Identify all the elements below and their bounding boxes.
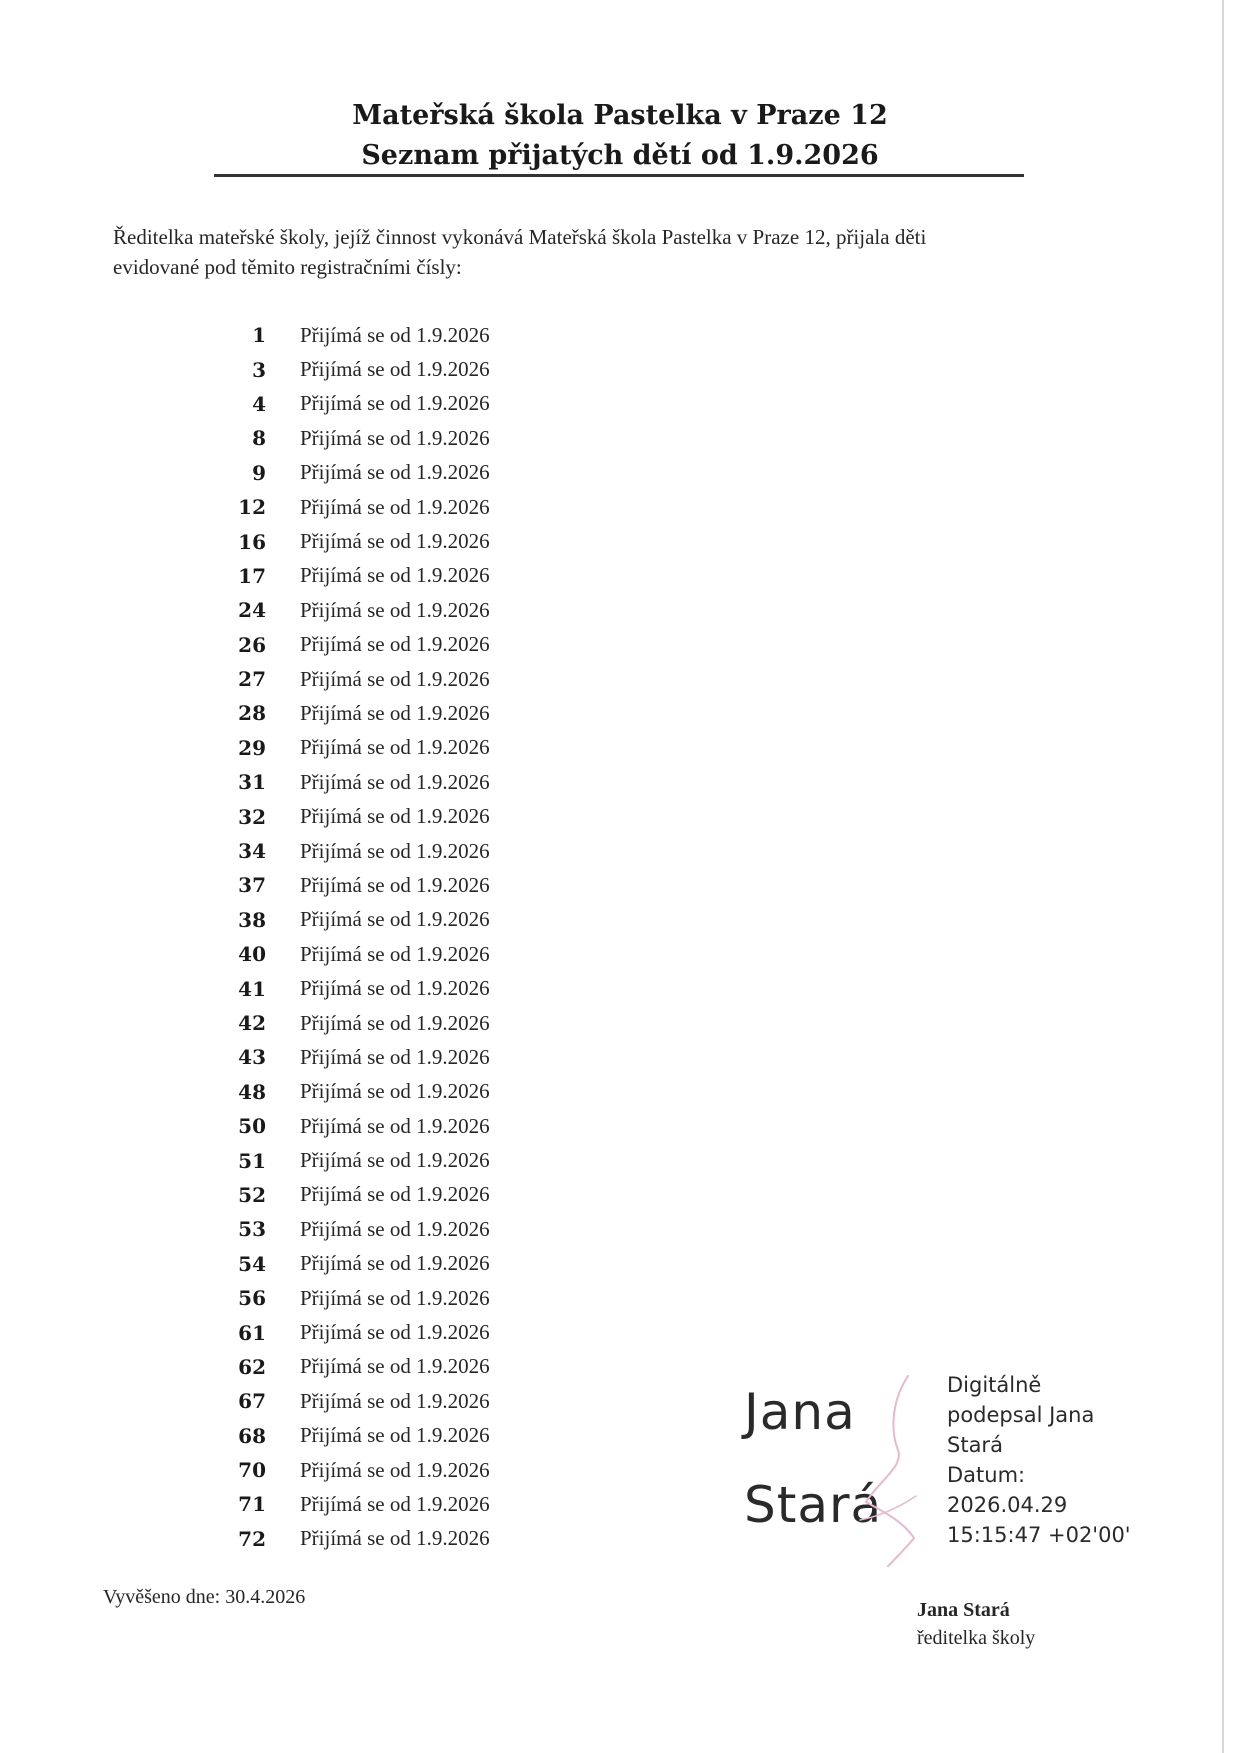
- document-subtitle: Seznam přijatých dětí od 1.9.2026: [361, 140, 879, 171]
- list-item: [214, 593, 614, 627]
- registration-number: 34: [238, 839, 266, 864]
- registration-number: 61: [238, 1320, 266, 1345]
- director-name: Jana Stará: [917, 1599, 1010, 1621]
- admission-status: Přijímá se od 1.9.2026: [300, 1354, 490, 1379]
- list-item: [214, 1384, 614, 1418]
- list-item: [214, 696, 614, 730]
- admission-status: Přijímá se od 1.9.2026: [300, 1113, 490, 1138]
- admitted-list: [214, 318, 614, 1556]
- admission-status: Přijímá se od 1.9.2026: [300, 1320, 490, 1345]
- admission-status: Přijímá se od 1.9.2026: [300, 425, 490, 450]
- director-role: ředitelka školy: [917, 1627, 1036, 1649]
- list-item: [214, 421, 614, 455]
- registration-number: 1: [252, 323, 266, 348]
- registration-number: 4: [252, 391, 266, 416]
- admission-status: Přijímá se od 1.9.2026: [300, 1251, 490, 1276]
- list-item: [214, 1040, 614, 1074]
- admission-status: Přijímá se od 1.9.2026: [300, 1423, 490, 1448]
- registration-number: 40: [238, 942, 266, 967]
- registration-number: 51: [238, 1148, 266, 1173]
- intro-line-2: evidované pod těmito registračními čísly:: [113, 255, 462, 279]
- registration-number: 16: [238, 529, 266, 554]
- list-item: [214, 1212, 614, 1246]
- registration-number: 62: [238, 1354, 266, 1379]
- page-edge-shadow: [1222, 0, 1224, 1753]
- list-item: [214, 1315, 614, 1349]
- admission-status: Přijímá se od 1.9.2026: [300, 804, 490, 829]
- list-item: [214, 765, 614, 799]
- registration-number: 72: [238, 1526, 266, 1551]
- list-item: [214, 352, 614, 386]
- registration-number: 53: [238, 1217, 266, 1242]
- header-divider: [214, 174, 1024, 177]
- admission-status: Přijímá se od 1.9.2026: [300, 597, 490, 622]
- admission-status: Přijímá se od 1.9.2026: [300, 1526, 490, 1551]
- registration-number: 54: [238, 1251, 266, 1276]
- list-item: [214, 524, 614, 558]
- registration-number: 26: [238, 632, 266, 657]
- registration-number: 28: [238, 701, 266, 726]
- signature-detail-line: Digitálně: [947, 1373, 1042, 1397]
- list-item: [214, 490, 614, 524]
- list-item: [214, 1487, 614, 1521]
- intro-paragraph: [113, 222, 1083, 282]
- signature-name-line-1: Jana: [744, 1383, 856, 1441]
- admission-status: Přijímá se od 1.9.2026: [300, 666, 490, 691]
- list-item: [214, 1350, 614, 1384]
- admission-status: Přijímá se od 1.9.2026: [300, 907, 490, 932]
- admission-status: Přijímá se od 1.9.2026: [300, 494, 490, 519]
- admission-status: Přijímá se od 1.9.2026: [300, 735, 490, 760]
- admission-status: Přijímá se od 1.9.2026: [300, 563, 490, 588]
- admission-status: Přijímá se od 1.9.2026: [300, 322, 490, 347]
- director-block: [917, 1596, 1035, 1652]
- document-header: [215, 96, 1025, 176]
- registration-number: 37: [238, 873, 266, 898]
- list-item: [214, 1178, 614, 1212]
- registration-number: 9: [252, 460, 266, 485]
- admission-status: Přijímá se od 1.9.2026: [300, 1079, 490, 1104]
- list-item: [214, 456, 614, 490]
- registration-number: 17: [238, 563, 266, 588]
- admission-status: Přijímá se od 1.9.2026: [300, 460, 490, 485]
- registration-number: 32: [238, 804, 266, 829]
- list-item: [214, 834, 614, 868]
- admission-status: Přijímá se od 1.9.2026: [300, 872, 490, 897]
- list-item: [214, 662, 614, 696]
- list-item: [214, 1522, 614, 1556]
- registration-number: 42: [238, 1011, 266, 1035]
- registration-number: 8: [252, 426, 266, 451]
- list-item: [214, 559, 614, 593]
- admission-status: Přijímá se od 1.9.2026: [300, 941, 490, 966]
- list-item: [214, 799, 614, 833]
- admission-status: Přijímá se od 1.9.2026: [300, 1491, 490, 1516]
- registration-number: 56: [238, 1286, 266, 1311]
- intro-line-1: Ředitelka mateřské školy, jejíž činnost vykonává Mateřská škola Pastelka v Praze 12, přijala děti: [113, 225, 927, 249]
- registration-number: 67: [238, 1389, 266, 1414]
- registration-number: 38: [238, 907, 266, 932]
- list-item: [214, 1075, 614, 1109]
- list-item: [214, 1109, 614, 1143]
- signature-name-line-2: Stará: [744, 1476, 883, 1534]
- signature-detail-line: 15:15:47 +02'00': [947, 1523, 1131, 1547]
- list-item: [214, 937, 614, 971]
- admission-status: Přijímá se od 1.9.2026: [300, 1044, 490, 1069]
- signature-detail-line: podepsal Jana: [947, 1403, 1095, 1427]
- signature-details: [947, 1370, 1131, 1550]
- registration-number: 50: [238, 1114, 266, 1139]
- posted-date: Vyvěšeno dne: 30.4.2026: [103, 1586, 306, 1608]
- admission-status: Přijímá se od 1.9.2026: [300, 1457, 490, 1482]
- registration-number: 68: [238, 1423, 266, 1448]
- admission-status: Přijímá se od 1.9.2026: [300, 391, 490, 416]
- list-item: [214, 903, 614, 937]
- list-item: [214, 628, 614, 662]
- admission-status: Přijímá se od 1.9.2026: [300, 1148, 490, 1173]
- admission-status: Přijímá se od 1.9.2026: [300, 529, 490, 554]
- signature-stroke-icon: [840, 1370, 930, 1570]
- admission-status: Přijímá se od 1.9.2026: [300, 1010, 490, 1035]
- registration-number: 43: [238, 1045, 266, 1070]
- admission-status: Přijímá se od 1.9.2026: [300, 1216, 490, 1241]
- admission-status: Přijímá se od 1.9.2026: [300, 1182, 490, 1207]
- list-item: [214, 1143, 614, 1177]
- list-item: [214, 1247, 614, 1281]
- admission-status: Přijímá se od 1.9.2026: [300, 976, 490, 1001]
- list-item: [214, 387, 614, 421]
- list-item: [214, 1453, 614, 1487]
- signature-detail-line: Stará: [947, 1433, 1003, 1457]
- admission-status: Přijímá se od 1.9.2026: [300, 1388, 490, 1413]
- admission-status: Přijímá se od 1.9.2026: [300, 632, 490, 657]
- registration-number: 27: [238, 667, 266, 692]
- registration-number: 29: [238, 735, 266, 760]
- admission-status: Přijímá se od 1.9.2026: [300, 838, 490, 863]
- signature-detail-line: Datum:: [947, 1463, 1026, 1487]
- list-item: [214, 731, 614, 765]
- list-item: [214, 318, 614, 352]
- list-item: [214, 1006, 614, 1040]
- list-item: [214, 971, 614, 1005]
- list-item: [214, 1281, 614, 1315]
- registration-number: 31: [238, 770, 266, 795]
- registration-number: 3: [252, 357, 266, 382]
- registration-number: 71: [238, 1492, 266, 1517]
- admission-status: Přijímá se od 1.9.2026: [300, 700, 490, 725]
- list-item: [214, 1419, 614, 1453]
- registration-number: 41: [238, 976, 266, 1001]
- registration-number: 24: [238, 598, 266, 623]
- registration-number: 12: [238, 495, 266, 520]
- signature-detail-line: 2026.04.29: [947, 1493, 1068, 1517]
- admission-status: Přijímá se od 1.9.2026: [300, 1285, 490, 1310]
- admission-status: Přijímá se od 1.9.2026: [300, 357, 490, 382]
- registration-number: 48: [238, 1079, 266, 1104]
- admission-status: Přijímá se od 1.9.2026: [300, 769, 490, 794]
- registration-number: 52: [238, 1182, 266, 1207]
- document-title: Mateřská škola Pastelka v Praze 12: [352, 100, 888, 131]
- registration-number: 70: [238, 1458, 266, 1483]
- list-item: [214, 868, 614, 902]
